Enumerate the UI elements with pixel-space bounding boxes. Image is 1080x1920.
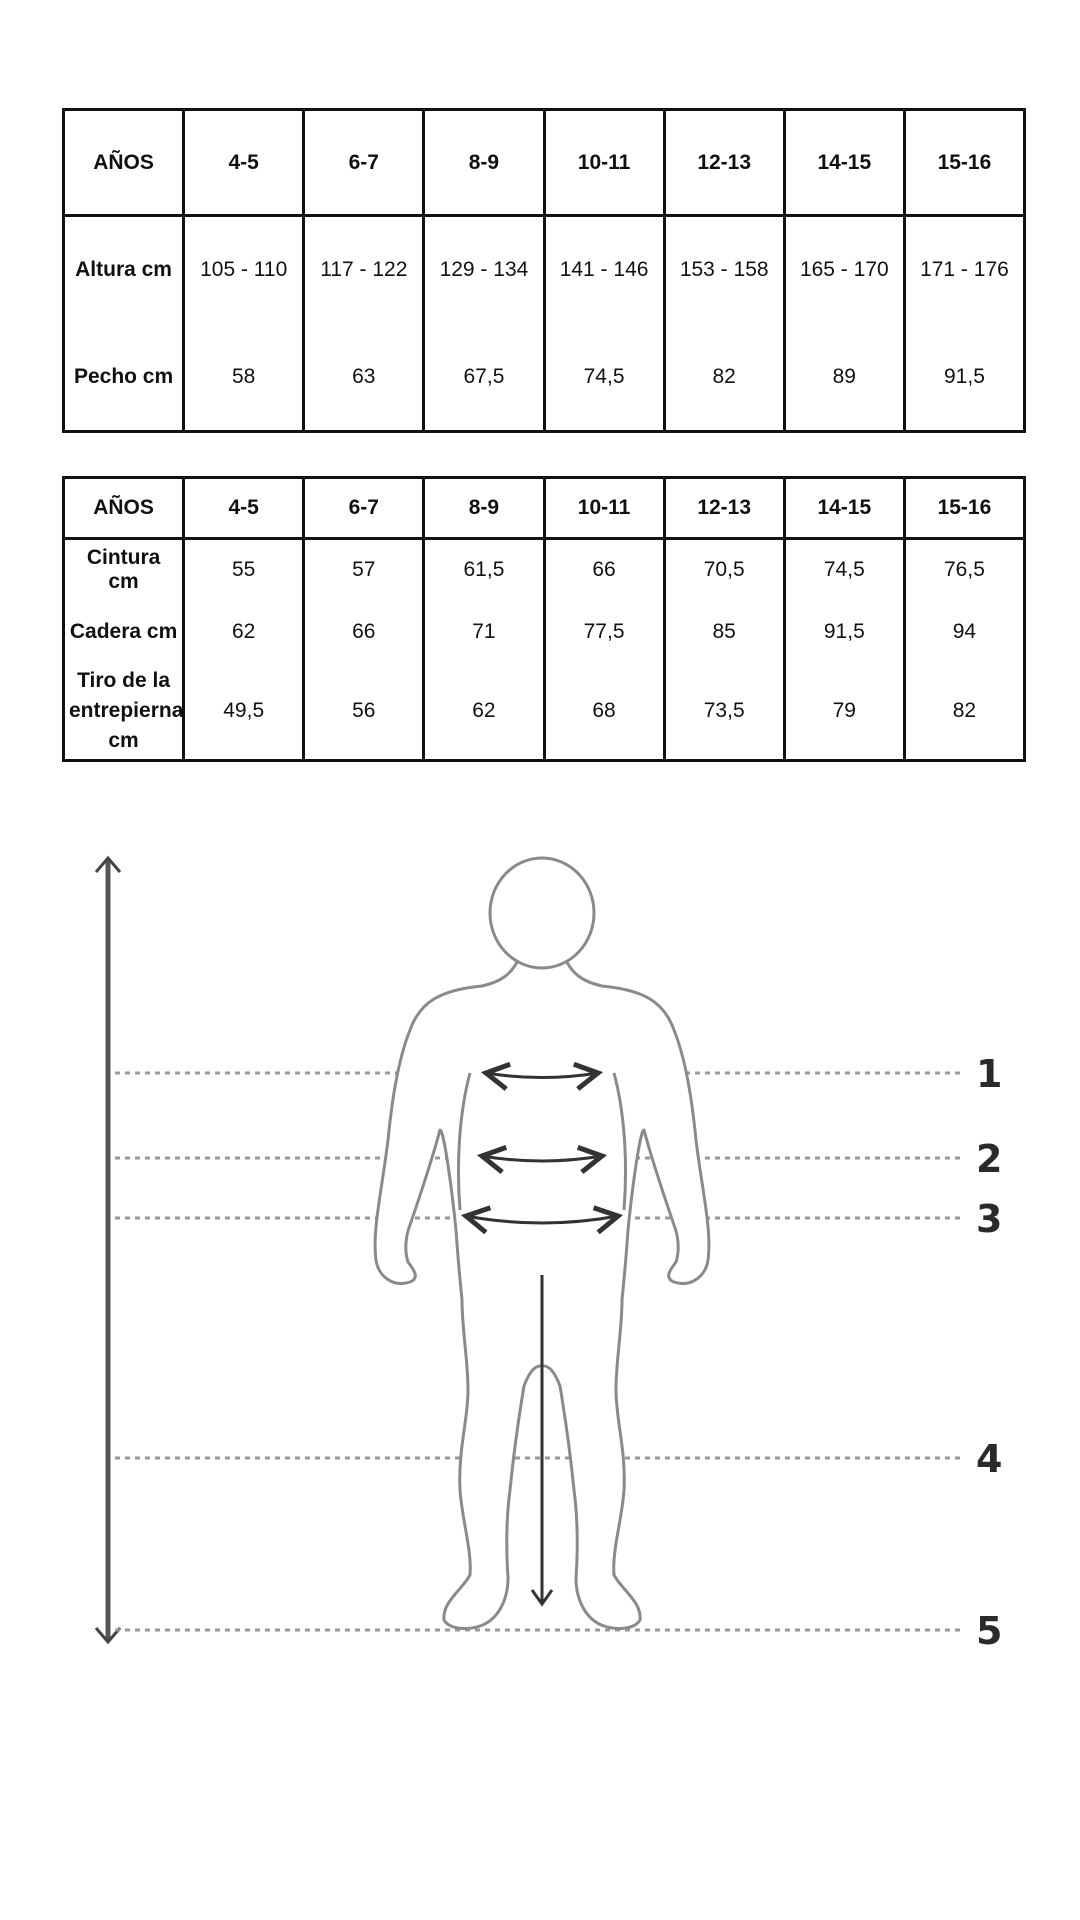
table-cell: 77,5 xyxy=(544,601,664,663)
table-cell: 55 xyxy=(184,539,304,601)
header-cell: 6-7 xyxy=(304,478,424,539)
table-cell: 62 xyxy=(424,663,544,761)
table-cell: 91,5 xyxy=(784,601,904,663)
table-cell: 71 xyxy=(424,601,544,663)
row-label: Cadera cm xyxy=(64,601,184,663)
header-cell: 10-11 xyxy=(544,478,664,539)
header-cell: 12-13 xyxy=(664,478,784,539)
table-cell: 129 - 134 xyxy=(424,216,544,324)
row-label: Cintura cm xyxy=(64,539,184,601)
table-row xyxy=(64,539,1025,601)
marker-5: 5 xyxy=(976,1609,1003,1653)
table-cell: 85 xyxy=(664,601,784,663)
table-cell: 73,5 xyxy=(664,663,784,761)
height-arrow xyxy=(96,858,120,1642)
header-cell: 14-15 xyxy=(784,478,904,539)
table-cell: 117 - 122 xyxy=(304,216,424,324)
size-table-waist-hip-inseam xyxy=(62,476,1026,762)
header-cell: AÑOS xyxy=(64,110,184,216)
table-cell: 67,5 xyxy=(424,324,544,432)
table-cell: 76,5 xyxy=(904,539,1024,601)
table-cell: 61,5 xyxy=(424,539,544,601)
header-cell: 4-5 xyxy=(184,110,304,216)
table-cell: 56 xyxy=(304,663,424,761)
table-cell: 165 - 170 xyxy=(784,216,904,324)
table-header-row xyxy=(64,110,1025,216)
table-cell: 91,5 xyxy=(904,324,1024,432)
table-cell: 94 xyxy=(904,601,1024,663)
table-cell: 63 xyxy=(304,324,424,432)
size-table-height-chest xyxy=(62,108,1026,433)
table-row xyxy=(64,663,1025,761)
table-cell: 57 xyxy=(304,539,424,601)
header-cell: 12-13 xyxy=(664,110,784,216)
table-cell: 89 xyxy=(784,324,904,432)
marker-4: 4 xyxy=(976,1437,1003,1481)
marker-3: 3 xyxy=(976,1197,1003,1241)
header-cell: 15-16 xyxy=(904,110,1024,216)
row-label xyxy=(64,663,184,761)
row-label-line: Tiro de la xyxy=(77,668,171,692)
body-measurement-diagram xyxy=(0,830,1080,1690)
table-cell: 79 xyxy=(784,663,904,761)
row-label-line: cm xyxy=(108,728,139,752)
row-label: Altura cm xyxy=(64,216,184,324)
head xyxy=(490,858,594,968)
table-cell: 74,5 xyxy=(784,539,904,601)
table-row xyxy=(64,324,1025,432)
marker-numbers xyxy=(976,1052,1002,1653)
table-cell: 66 xyxy=(304,601,424,663)
header-cell: 15-16 xyxy=(904,478,1024,539)
row-label-line: entrepierna xyxy=(69,698,184,722)
header-cell: 6-7 xyxy=(304,110,424,216)
header-cell: 10-11 xyxy=(544,110,664,216)
header-cell: AÑOS xyxy=(64,478,184,539)
table-cell: 141 - 146 xyxy=(544,216,664,324)
table-cell: 58 xyxy=(184,324,304,432)
header-cell: 8-9 xyxy=(424,110,544,216)
table-cell: 153 - 158 xyxy=(664,216,784,324)
table-cell: 105 - 110 xyxy=(184,216,304,324)
table-cell: 82 xyxy=(664,324,784,432)
header-cell: 14-15 xyxy=(784,110,904,216)
table-cell: 82 xyxy=(904,663,1024,761)
marker-1: 1 xyxy=(976,1052,1003,1096)
row-label: Pecho cm xyxy=(64,324,184,432)
marker-2: 2 xyxy=(976,1137,1003,1181)
table-cell: 70,5 xyxy=(664,539,784,601)
table-cell: 171 - 176 xyxy=(904,216,1024,324)
table-row xyxy=(64,601,1025,663)
table-cell: 74,5 xyxy=(544,324,664,432)
header-cell: 8-9 xyxy=(424,478,544,539)
table-cell: 66 xyxy=(544,539,664,601)
table-cell: 62 xyxy=(184,601,304,663)
table-cell: 68 xyxy=(544,663,664,761)
table-cell: 49,5 xyxy=(184,663,304,761)
table-row xyxy=(64,216,1025,324)
table-header-row xyxy=(64,478,1025,539)
header-cell: 4-5 xyxy=(184,478,304,539)
